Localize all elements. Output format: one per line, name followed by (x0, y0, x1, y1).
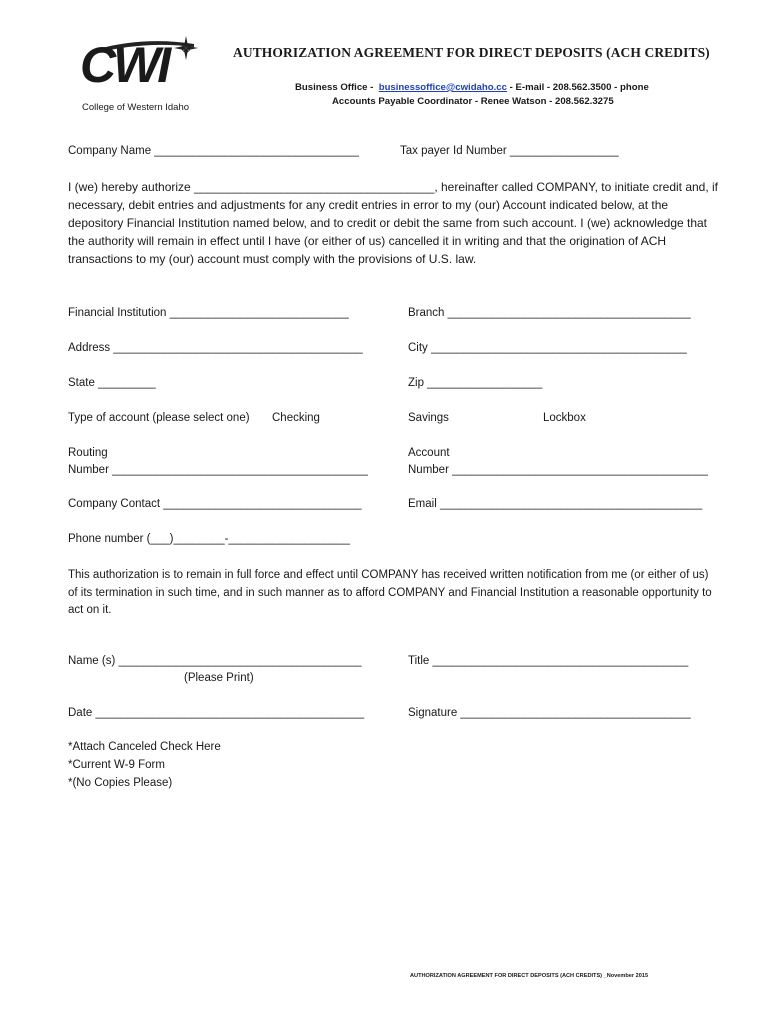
attachment-note: *Current W-9 Form (68, 759, 165, 771)
branch-field[interactable]: Branch ______________________________________ (408, 307, 691, 319)
routing-number-field[interactable]: Number ________________________________________ (68, 464, 368, 476)
contact-prefix: Business Office - (295, 82, 379, 93)
please-print-note: (Please Print) (184, 672, 254, 684)
lockbox-option[interactable]: Lockbox (543, 412, 586, 424)
account-type-label: Type of account (please select one) (68, 412, 250, 424)
authorization-paragraph: I (we) hereby authorize ____________________________________, hereinafter called COMPANY, to initiate credit and, if necessary, debit entries and adjustments for any credit entries in error to my (our) Account indicated below, at the depository Financial Institution named below, and to credit or debit the same from such account. I (we) acknowledge that the authority will remain in effect until I have (or either of us) cancelled it in writing and that the origination of ACH transactions to my (our) account must comply with the provisions of U.S. law. (68, 180, 719, 266)
attachment-note: *Attach Canceled Check Here (68, 741, 221, 753)
address-field[interactable]: Address _______________________________________ (68, 342, 363, 354)
names-field[interactable]: Name (s) ______________________________________ (68, 655, 362, 667)
account-label: Account (408, 447, 450, 459)
logo-tagline: College of Western Idaho (82, 102, 190, 113)
page-title: AUTHORIZATION AGREEMENT FOR DIRECT DEPOSITS (ACH CREDITS) (233, 45, 710, 60)
business-office-email-link[interactable]: businessoffice@cwidaho.cc (378, 82, 507, 93)
savings-option[interactable]: Savings (408, 412, 449, 424)
title-field[interactable]: Title ________________________________________ (408, 655, 689, 667)
taxpayer-id-field[interactable]: Tax payer Id Number _________________ (400, 145, 619, 157)
company-name-field[interactable]: Company Name ________________________________ (68, 145, 359, 157)
date-field[interactable]: Date __________________________________________ (68, 707, 365, 719)
routing-label: Routing (68, 447, 108, 459)
account-number-field[interactable]: Number ________________________________________ (408, 464, 708, 476)
phone-number-field[interactable]: Phone number (___)________-___________________ (68, 533, 350, 545)
contact-line-1 (295, 82, 649, 93)
state-field[interactable]: State _________ (68, 377, 156, 389)
cwi-logo (76, 34, 204, 118)
zip-field[interactable]: Zip __________________ (408, 377, 543, 389)
page-footer: AUTHORIZATION AGREEMENT FOR DIRECT DEPOSITS (ACH CREDITS) _November 2015 (410, 973, 649, 979)
city-field[interactable]: City ________________________________________ (408, 342, 687, 354)
attachment-note: *(No Copies Please) (68, 777, 173, 789)
financial-institution-field[interactable]: Financial Institution ____________________________ (68, 307, 349, 319)
checking-option[interactable]: Checking (272, 412, 320, 424)
termination-paragraph: This authorization is to remain in full force and effect until COMPANY has received written notification from me (or either of us) of its termination in such time, and in such manner as to afford COMPANY and Financial Institution a reasonable opportunity to act on it. (68, 569, 712, 616)
signature-field[interactable]: Signature ____________________________________ (408, 707, 691, 719)
contact-suffix: - E-mail - 208.562.3500 - phone (506, 82, 649, 93)
contact-line-2: Accounts Payable Coordinator - Renee Watson - 208.562.3275 (332, 96, 614, 107)
logo-letters: CWI (80, 37, 169, 93)
company-contact-field[interactable]: Company Contact _______________________________ (68, 498, 362, 510)
email-field[interactable]: Email _________________________________________ (408, 498, 703, 510)
